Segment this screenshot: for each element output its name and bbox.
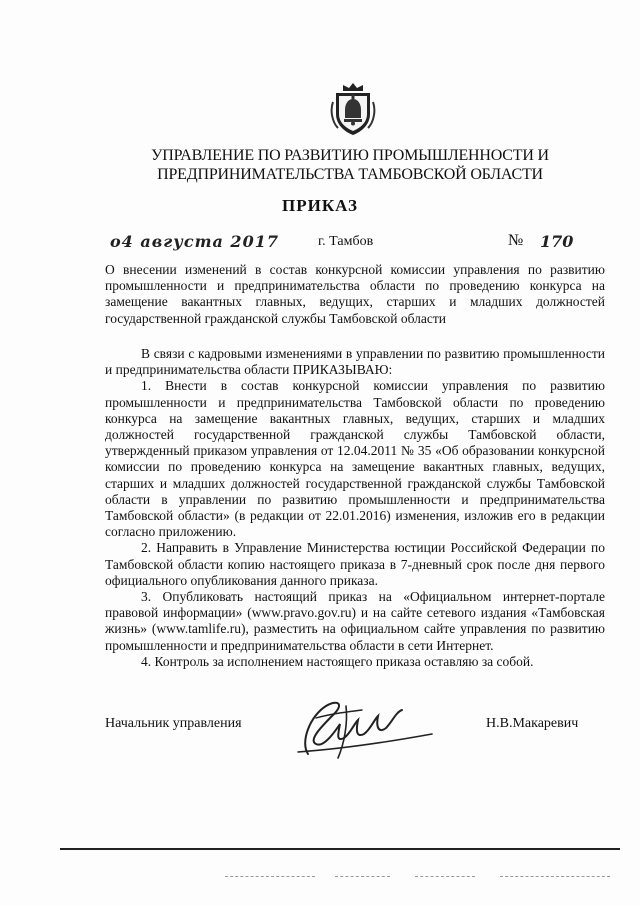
footer-dashes	[335, 876, 390, 877]
signer-position: Начальник управления	[105, 716, 242, 731]
footer-dashes	[415, 876, 475, 877]
bottom-rule	[60, 848, 620, 850]
number-sign: №	[508, 232, 524, 249]
handwritten-signature-icon	[286, 694, 436, 762]
city: г. Тамбов	[318, 234, 374, 249]
order-subject: О внесении изменений в состав конкурсной комиссии управления по развитию промышленности и предпринимательства области по проведению конкурса на замещение вакантных главных, ведущих, старших и младших должностей государственной гражданской службы Тамбовской области	[105, 262, 605, 326]
agency-line-2: ПРЕДПРИНИМАТЕЛЬСТВА ТАМБОВСКОЙ ОБЛАСТИ	[157, 166, 543, 183]
order-item-2: 2. Направить в Управление Министерства юстиции Российской Федерации по Тамбовской области копию настоящего приказа в 7-дневный срок после дня первого официального опубликования данного приказа.	[105, 540, 605, 588]
order-item-4: 4. Контроль за исполнением настоящего приказа оставляю за собой.	[141, 653, 534, 669]
footer-dashes	[225, 876, 315, 877]
order-item-1: 1. Внести в состав конкурсной комиссии управления по развитию промышленности и предпринимательства Тамбовской области по проведению конкурса на замещение вакантных главных, ведущих, старших и младших должностей государственной гражданской службы Тамбовской области, утвержденный приказом управления от 12.04.2011 № 35 «Об образовании конкурсной комиссии по проведению конкурса на замещение вакантных главных, ведущих, старших и младших должностей государственной гражданской службы Тамбовской области в управлении по развитию промышленности и предпринимательства Тамбовской области» (в редакции от 22.01.2016) изменения, изложив его в редакции согласно приложению.	[105, 378, 605, 540]
signer-name: Н.В.Макаревич	[486, 716, 579, 731]
order-item-3: 3. Опубликовать настоящий приказ на «Официальном интернет-портале правовой информации» (www.pravo.gov.ru) и на сайте сетевого издания «Тамбовская жизнь» (www.tamlife.ru), разместить на официальном сайте управления по развитию промышленности и предпринимательства области в сети Интернет.	[105, 589, 605, 653]
order-number: 170	[540, 232, 574, 251]
agency-line-1: УПРАВЛЕНИЕ ПО РАЗВИТИЮ ПРОМЫШЛЕННОСТИ И	[151, 147, 549, 164]
agency-name	[150, 146, 550, 184]
order-body	[105, 346, 605, 670]
document-type: ПРИКАЗ	[282, 196, 358, 215]
preamble: В связи с кадровыми изменениями в управлении по развитию промышленности и предпринимательства области ПРИКАЗЫВАЮ:	[105, 346, 605, 378]
footer-dashes	[500, 876, 610, 877]
order-date: о4 августа 2017	[110, 232, 279, 251]
tambov-coat-of-arms-icon	[330, 82, 376, 136]
